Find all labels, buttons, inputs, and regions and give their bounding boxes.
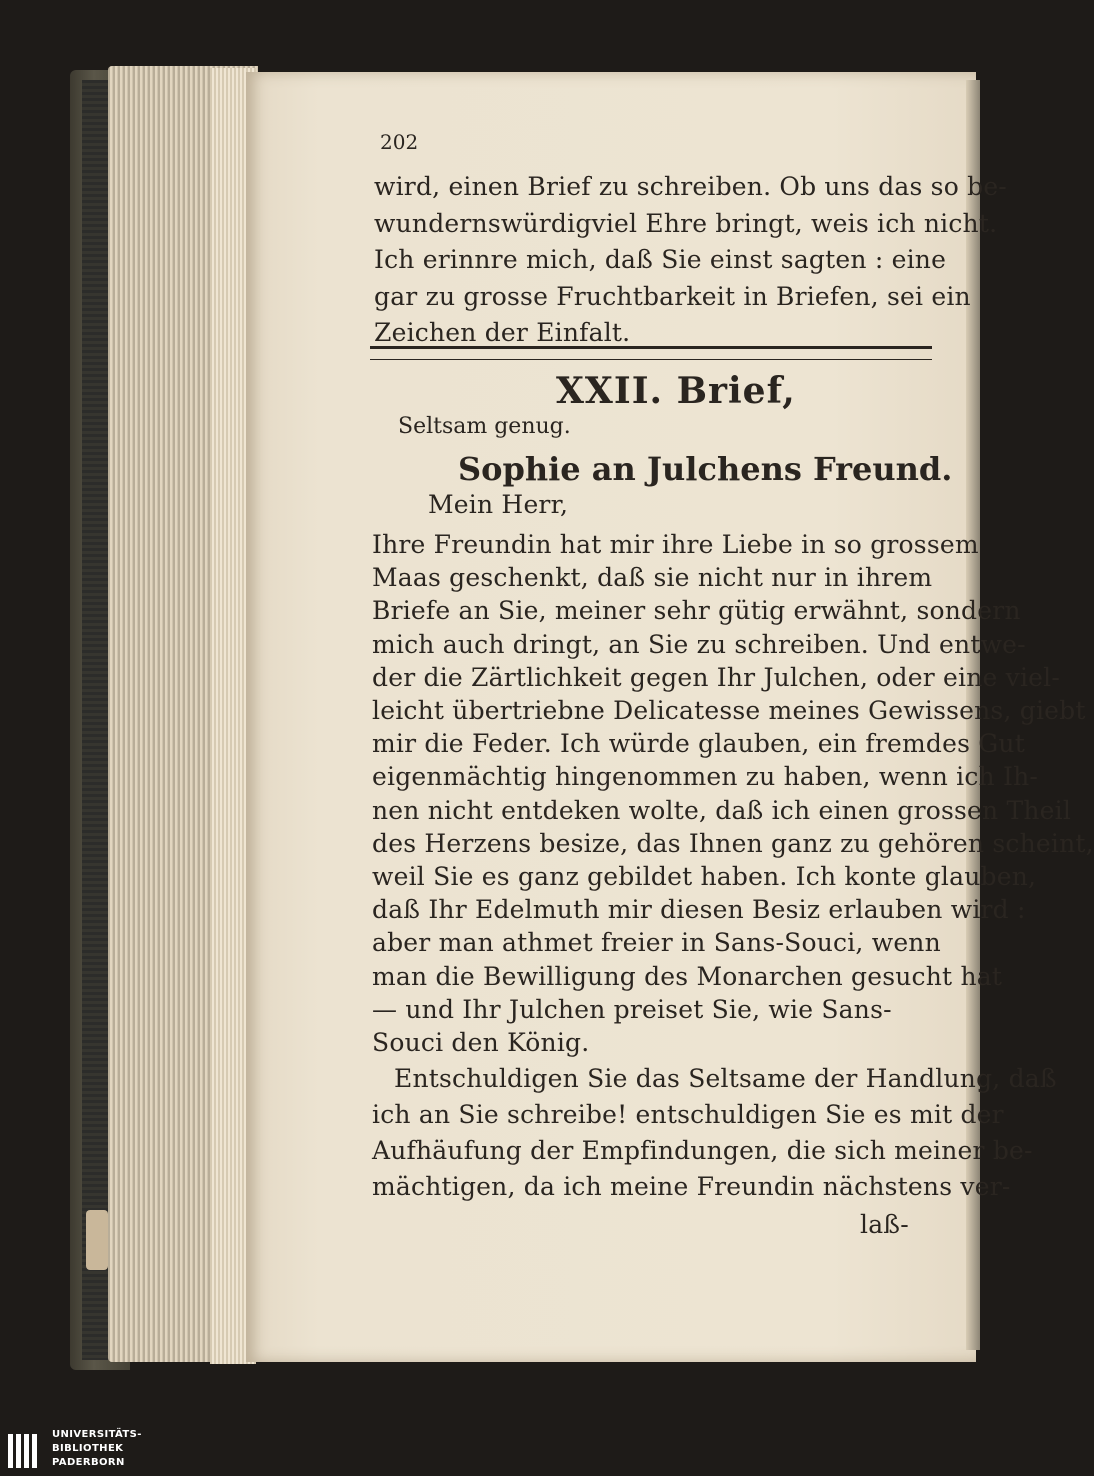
text-line: des Herzens besize, das Ihnen ganz zu gehören scheint, (372, 828, 1094, 858)
section-rule (370, 346, 932, 360)
text-line: eigenmächtig hingenommen zu haben, wenn ich Ih- (372, 762, 1039, 792)
cover-wear-patch (86, 1210, 108, 1270)
text-line: nen nicht entdeken wolte, daß ich einen grossen Theil (372, 795, 1072, 825)
text-line: leicht übertriebne Delicatesse meines Gewissens, giebt (372, 696, 1086, 725)
text-line: Zeichen der Einfalt. (374, 318, 631, 347)
text-line: wird, einen Brief zu schreiben. Ob uns das so be- (374, 172, 1007, 201)
letter-address: Sophie an Julchens Freund. (458, 450, 953, 488)
text-line: aber man athmet freier in Sans-Souci, wenn (372, 928, 941, 958)
library-logo (0, 1426, 150, 1476)
page-number: 202 (380, 130, 419, 154)
salutation: Mein Herr, (428, 490, 569, 519)
letter-subheading: Seltsam genug. (398, 414, 571, 439)
text-line: weil Sie es ganz gebildet haben. Ich konte glauben, (372, 862, 1037, 891)
text-line: mir die Feder. Ich würde glauben, ein fremdes Gut (372, 729, 1025, 759)
text-line: Briefe an Sie, meiner sehr gütig erwähnt, sondern (372, 596, 1021, 626)
text-line: Maas geschenkt, daß sie nicht nur in ihrem (372, 563, 933, 593)
text-line: man die Bewilligung des Monarchen gesucht hat (372, 961, 1003, 991)
text-line: gar zu grosse Fruchtbarkeit in Briefen, sei ein (374, 281, 971, 311)
logo-line-1: UNIVERSITÄTS- (52, 1429, 142, 1440)
text-line: Entschuldigen Sie das Seltsame der Handlung, daß (394, 1064, 1057, 1093)
text-line: Ihre Freundin hat mir ihre Liebe in so grossem (372, 530, 979, 559)
text-line: — und Ihr Julchen preiset Sie, wie Sans- (372, 994, 892, 1024)
text-line: mächtigen, da ich meine Freundin nächstens ver- (372, 1172, 1011, 1201)
library-logo-icon (6, 1430, 46, 1472)
letter-heading: XXII. Brief, (556, 370, 796, 412)
text-line: mich auch dringt, an Sie zu schreiben. Und entwe- (372, 629, 1026, 659)
text-line: Aufhäufung der Empfindungen, die sich meiner be- (372, 1136, 1033, 1165)
text-line: Ich erinnre mich, daß Sie einst sagten : eine (374, 245, 947, 274)
logo-line-2: BIBLIOTHEK (52, 1443, 124, 1454)
text-line: wundernswürdigviel Ehre bringt, weis ich nicht. (374, 208, 998, 238)
text-line: ich an Sie schreibe! entschuldigen Sie es mit der (372, 1100, 1004, 1129)
logo-line-3: PADERBORN (52, 1457, 125, 1468)
text-line: daß Ihr Edelmuth mir diesen Besiz erlauben wird : (372, 895, 1026, 925)
catchword: laß- (860, 1210, 909, 1239)
text-line: der die Zärtlichkeit gegen Ihr Julchen, oder eine viel- (372, 662, 1061, 692)
text-line: Souci den König. (372, 1028, 590, 1057)
